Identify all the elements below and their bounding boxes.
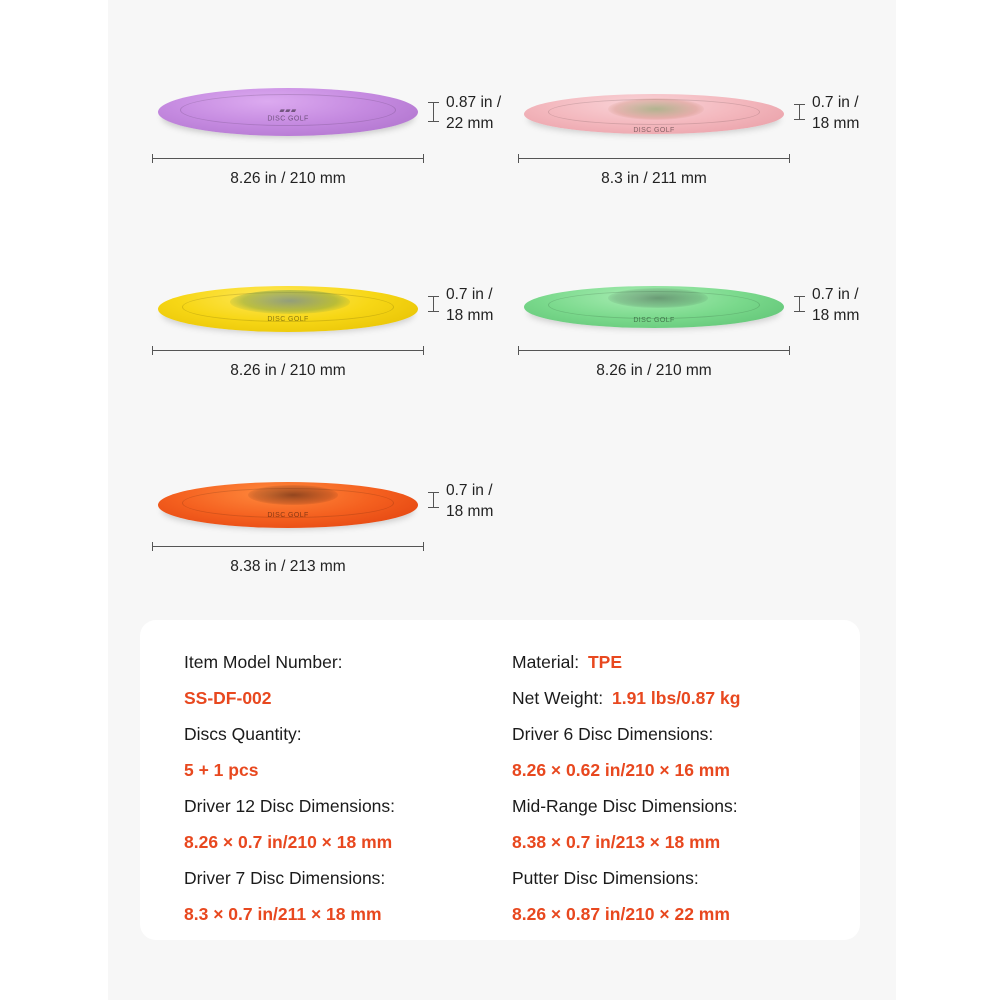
pink-thickness-line1: 0.7 in / (812, 94, 859, 111)
left-margin (0, 0, 108, 1000)
spec-label-net-weight: Net Weight: (512, 688, 604, 708)
purple-width-line (152, 158, 424, 166)
spec-label-item-model-number: Item Model Number: (184, 652, 343, 672)
purple-thickness-caliper (428, 102, 439, 122)
spec-value-mid-range-dimensions: 8.38 × 0.7 in/213 × 18 mm (512, 832, 721, 852)
spec-label-putter-dimensions: Putter Disc Dimensions: (512, 868, 699, 888)
spec-label-discs-quantity: Discs Quantity: (184, 724, 302, 744)
spec-value-discs-quantity: 5 + 1 pcs (184, 760, 259, 780)
yellow-width-label: 8.26 in / 210 mm (230, 362, 346, 379)
green-disc-stamp: DISC GOLF (633, 317, 675, 325)
orange-disc-stamp: DISC GOLF (267, 512, 309, 520)
pink-thickness-line2: 18 mm (812, 114, 860, 132)
spec-value-item-model-number: SS-DF-002 (184, 688, 272, 708)
spec-label-driver-6-dimensions: Driver 6 Disc Dimensions: (512, 724, 714, 744)
spec-value-driver-6-dimensions: 8.26 × 0.62 in/210 × 16 mm (512, 760, 730, 780)
purple-disc-stamp: ▰▰▰ DISC GOLF (267, 107, 309, 123)
purple-thickness-line1: 0.87 in / (446, 94, 502, 111)
yellow-disc-artwork (230, 290, 350, 314)
right-margin (896, 0, 1000, 1000)
disc-figure-yellow (148, 272, 508, 392)
green-thickness-caliper (794, 296, 805, 312)
green-width-line (518, 350, 790, 358)
disc-figure-pink (514, 80, 874, 200)
spec-row-net-weight (512, 680, 826, 716)
yellow-thickness-caliper (428, 296, 439, 312)
orange-thickness-line2: 18 mm (446, 502, 494, 520)
orange-width-label: 8.38 in / 213 mm (230, 558, 346, 575)
spec-column-left (184, 644, 498, 924)
spec-value-driver-7-dimensions: 8.3 × 0.7 in/211 × 18 mm (184, 904, 382, 924)
purple-width-label: 8.26 in / 210 mm (230, 170, 346, 187)
disc-figure-purple (148, 80, 508, 200)
orange-thickness-label (446, 481, 493, 523)
spec-value-putter-dimensions: 8.26 × 0.87 in/210 × 22 mm (512, 904, 730, 924)
green-thickness-label (812, 285, 859, 327)
purple-thickness-line2: 22 mm (446, 114, 494, 132)
pink-disc-artwork (608, 98, 704, 120)
specifications-card (140, 620, 860, 940)
pink-disc-stamp: DISC GOLF (633, 127, 675, 135)
purple-thickness-label (446, 93, 501, 135)
disc-figure-green (514, 272, 874, 392)
yellow-disc-stamp: DISC GOLF (267, 316, 309, 324)
spec-value-net-weight: 1.91 lbs/0.87 kg (611, 688, 741, 708)
green-width-label: 8.26 in / 210 mm (596, 362, 712, 379)
yellow-thickness-line2: 18 mm (446, 306, 494, 324)
pink-width-label: 8.3 in / 211 mm (601, 170, 707, 187)
green-thickness-line1: 0.7 in / (812, 286, 859, 303)
yellow-thickness-line1: 0.7 in / (446, 286, 493, 303)
yellow-thickness-label (446, 285, 493, 327)
spec-label-mid-range-dimensions: Mid-Range Disc Dimensions: (512, 796, 738, 816)
spec-label-material: Material: (512, 652, 580, 672)
green-disc-artwork (608, 288, 708, 308)
pink-thickness-label (812, 93, 859, 135)
orange-thickness-line1: 0.7 in / (446, 482, 493, 499)
spec-row-material (512, 644, 826, 680)
pink-thickness-caliper (794, 104, 805, 120)
orange-disc-artwork (248, 485, 338, 505)
spec-value-material: TPE (587, 652, 623, 672)
spec-label-driver-12-dimensions: Driver 12 Disc Dimensions: (184, 796, 396, 816)
disc-figure-orange (148, 468, 508, 588)
orange-thickness-caliper (428, 492, 439, 508)
purple-disc-rim (180, 94, 396, 126)
spec-label-driver-7-dimensions: Driver 7 Disc Dimensions: (184, 868, 386, 888)
orange-width-line (152, 546, 424, 554)
yellow-width-line (152, 350, 424, 358)
pink-width-line (518, 158, 790, 166)
spec-column-right (498, 644, 826, 924)
spec-value-driver-12-dimensions: 8.26 × 0.7 in/210 × 18 mm (184, 832, 393, 852)
green-thickness-line2: 18 mm (812, 306, 860, 324)
